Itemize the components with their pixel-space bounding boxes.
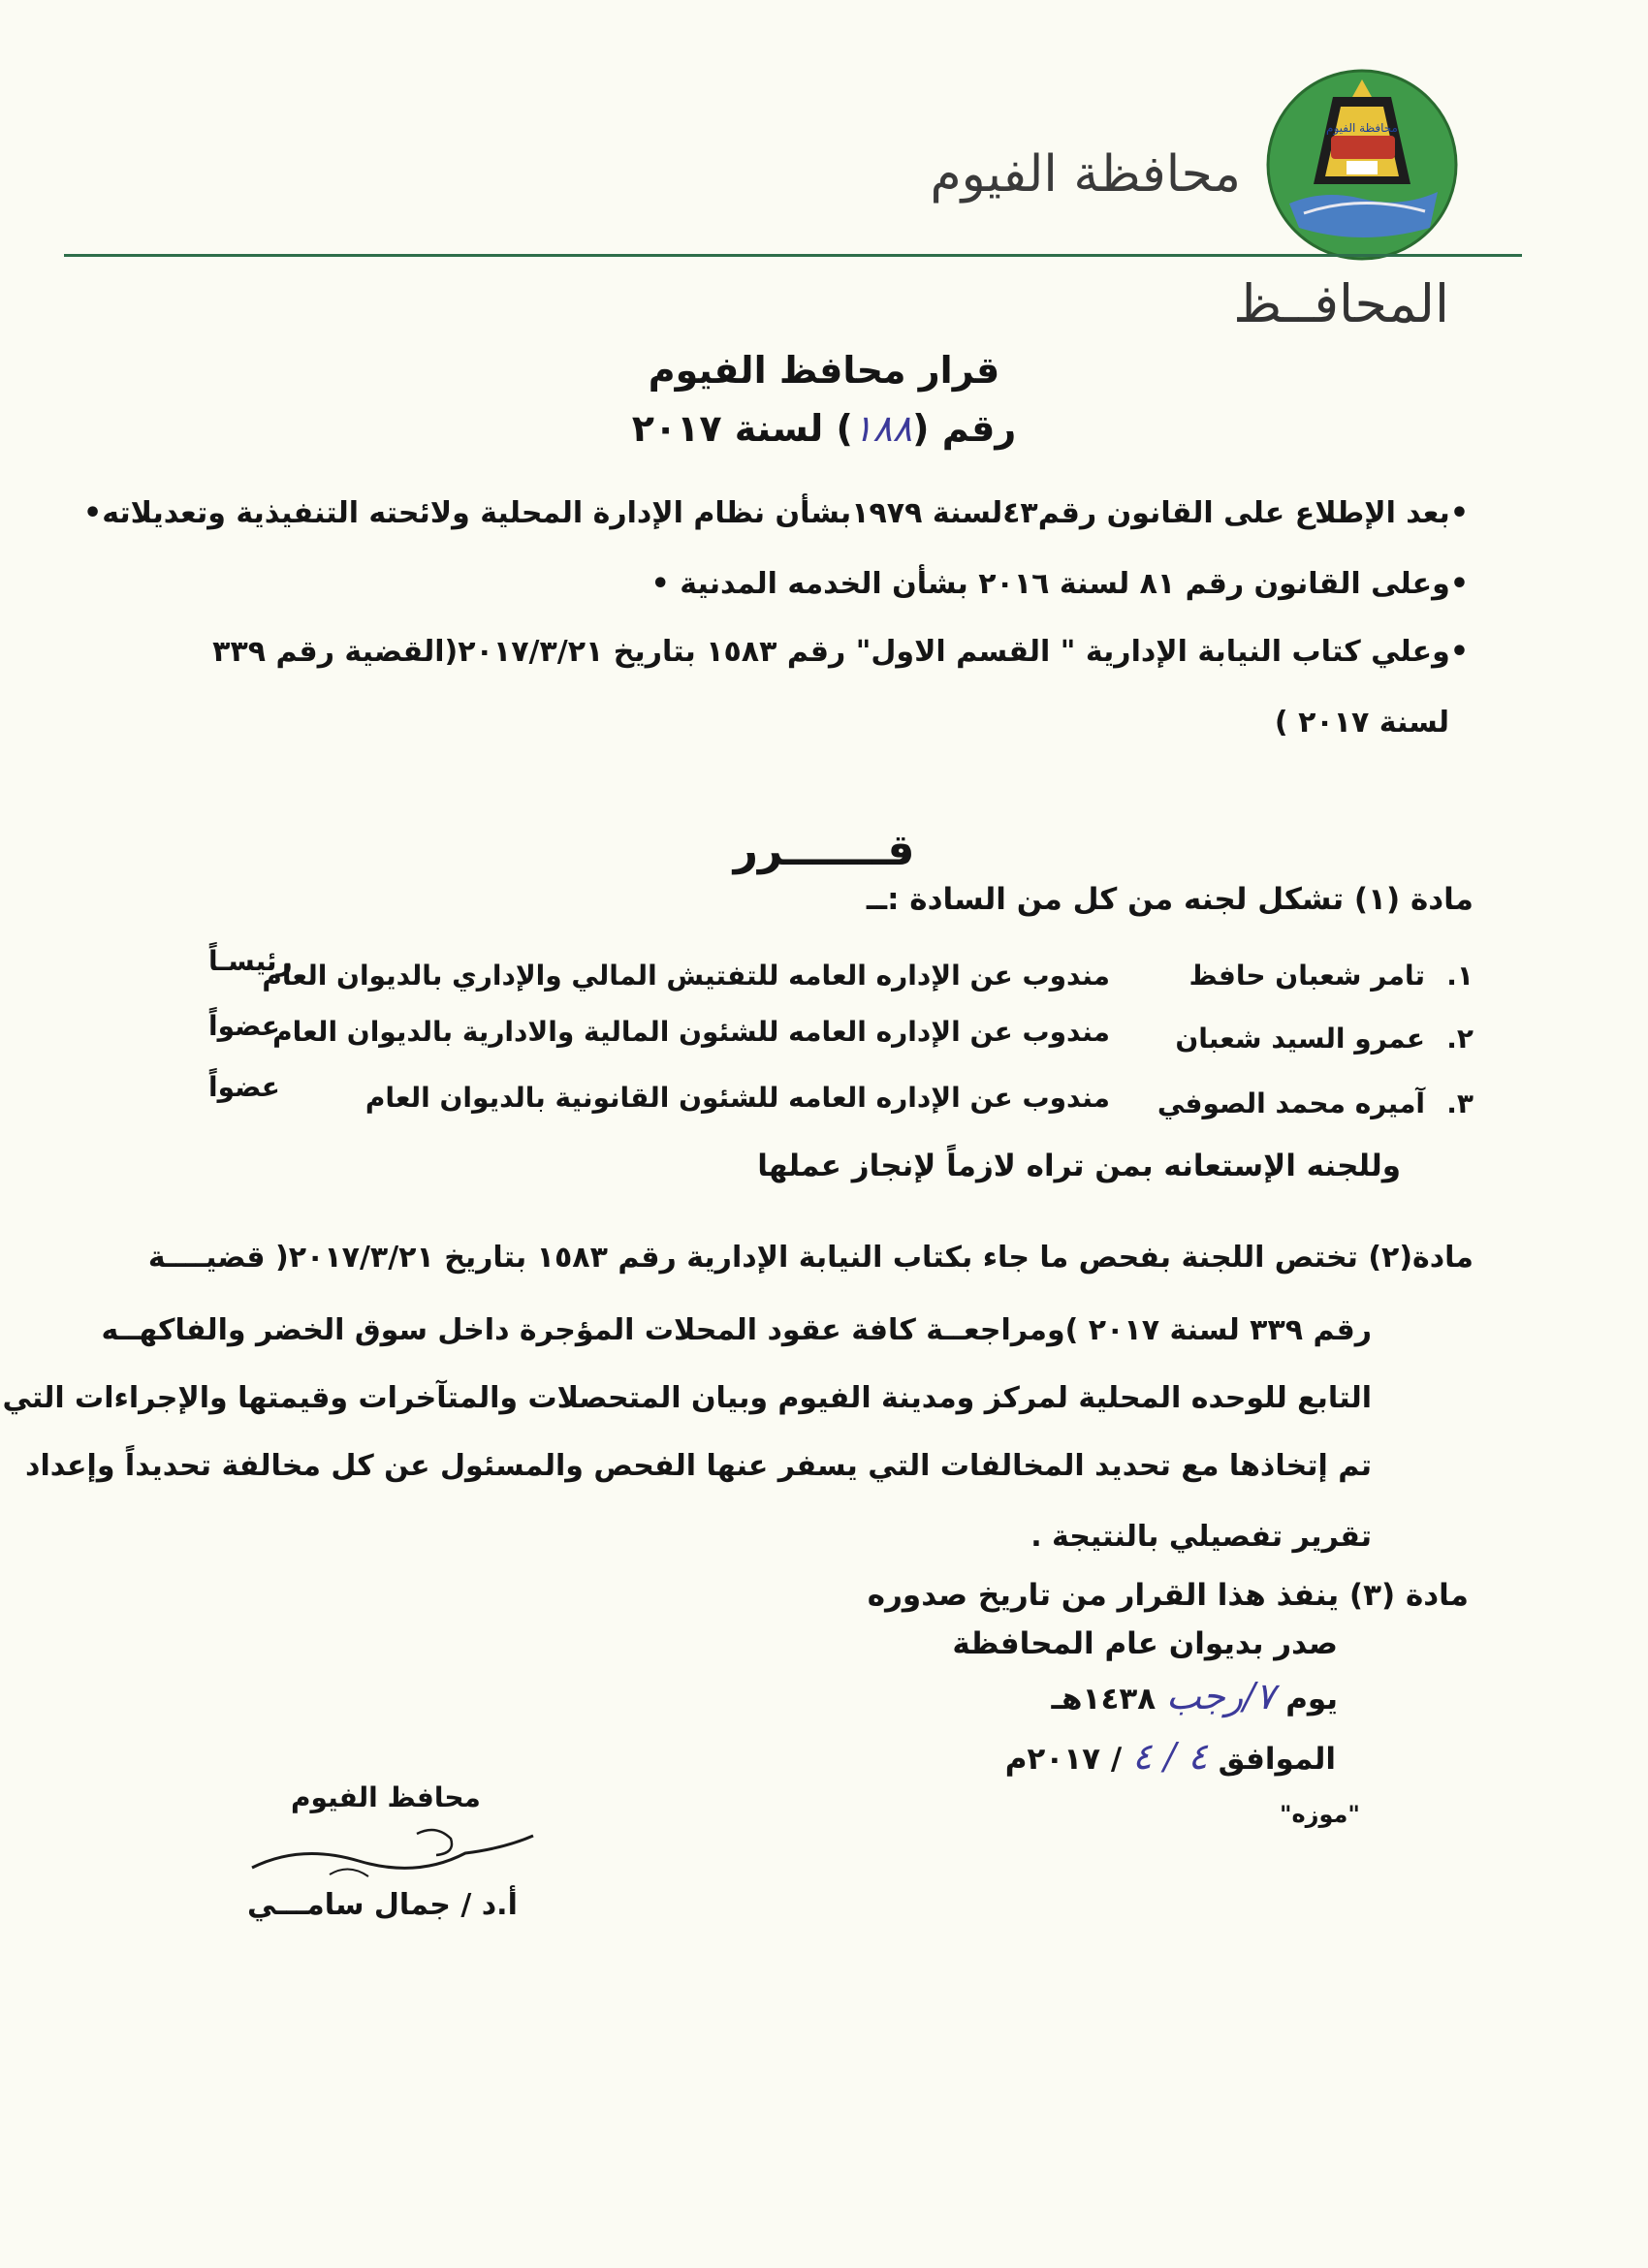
article-2-line-4: تم إتخاذها مع تحديد المخالفات التي يسفر عنها الفحص والمسئول عن كل مخالفة تحديداً وإعداد (25, 1449, 1372, 1483)
handwritten-date: ٤ / ٤ (1132, 1735, 1208, 1778)
decree-number-suffix: ) لسنة ٢٠١٧ (631, 407, 853, 450)
member-role: مندوب عن الإداره العامه للتفتيش المالي والإداري بالديوان العام (262, 960, 1110, 992)
preamble-line-3: •وعلي كتاب النيابة الإدارية " القسم الاول" رقم ١٥٨٣ بتاريخ ٢٠١٧/٣/٢١(القضية رقم ٣٣٩ (212, 635, 1469, 669)
preamble-line-2: •وعلى القانون رقم ٨١ لسنة ٢٠١٦ بشأن الخدمه المدنية • (650, 567, 1469, 601)
member-name: تامر شعبان حافظ (1188, 960, 1425, 992)
decided-heading: قـــــــرر (733, 826, 915, 875)
issued-at: صدر بديوان عام المحافظة (952, 1626, 1338, 1661)
office-title: المحافــظ (1233, 273, 1449, 334)
article-2-line-1: مادة(٢) تختص اللجنة بفحص ما جاء بكتاب النيابة الإدارية رقم ١٥٨٣ بتاريخ ٢٠١٧/٣/٢١( قضيــــة (147, 1241, 1474, 1275)
emblem-text: محافظة الفيوم (1326, 121, 1398, 135)
corresponding-label: الموافق (1218, 1742, 1336, 1777)
issue-date-line (1005, 1735, 1336, 1778)
member-name: عمرو السيد شعبان (1175, 1023, 1425, 1055)
member-number: ١. (1446, 960, 1474, 992)
preamble-line-1: •بعد الإطلاع على القانون رقم٤٣لسنة ١٩٧٩بشأن نظام الإدارة المحلية ولائحته التنفيذية وتعديلاته• (83, 496, 1469, 530)
handwritten-day: ٧/رجب (1166, 1675, 1276, 1717)
issue-day-line (1051, 1675, 1338, 1717)
signature-title: محافظ الفيوم (291, 1781, 481, 1813)
decree-number (0, 407, 1648, 450)
governorate-name: محافظة الفيوم (930, 145, 1241, 204)
decree-title: قرار محافظ الفيوم (648, 349, 1000, 392)
article-1-outro: وللجنه الإستعانه بمن تراه لازماً لإنجاز عملها (757, 1149, 1401, 1183)
article-2-line-2: رقم ٣٣٩ لسنة ٢٠١٧ )ومراجعــة كافة عقود المحلات المؤجرة داخل سوق الخضر والفاكهــه (101, 1313, 1372, 1347)
decree-number-prefix: رقم ( (912, 407, 1017, 450)
article-2-line-5: تقرير تفصيلي بالنتيجة . (1030, 1520, 1372, 1554)
member-role: مندوب عن الإداره العامه للشئون المالية والادارية بالديوان العام (272, 1016, 1110, 1048)
day-label: يوم (1285, 1682, 1338, 1717)
article-3-text: مادة (٣) ينفذ هذا القرار من تاريخ صدوره (867, 1578, 1469, 1613)
preamble-line-4: لسنة ٢٠١٧ ) (1274, 706, 1449, 740)
hijri-year: ١٤٣٨هـ (1051, 1682, 1157, 1717)
member-position: عضواً (208, 1071, 280, 1103)
governor-name: أ.د / جمال سامـــي (247, 1888, 518, 1922)
member-position: رئيسـاً (208, 945, 293, 977)
member-number: ٢. (1446, 1023, 1474, 1055)
article-2-line-3: التابع للوحده المحلية لمركز ومدينة الفيوم وبيان المتحصلات والمتآخرات وقيمتها والإجراءات التي (2, 1381, 1372, 1415)
member-role: مندوب عن الإداره العامه للشئون القانونية بالديوان العام (364, 1082, 1110, 1114)
member-position: عضواً (208, 1010, 280, 1042)
header-divider (64, 254, 1522, 257)
governorate-emblem-logo (1265, 68, 1459, 262)
gregorian-year: / ٢٠١٧م (1004, 1742, 1123, 1777)
typist-initial: "موزه" (1280, 1801, 1360, 1828)
article-1-intro: مادة (١) تشكل لجنه من كل من السادة :ــ (866, 882, 1474, 917)
member-name: آميره محمد الصوفي (1157, 1087, 1425, 1119)
decree-number-handwritten: ١٨٨ (852, 407, 913, 450)
member-number: ٣. (1446, 1087, 1474, 1119)
